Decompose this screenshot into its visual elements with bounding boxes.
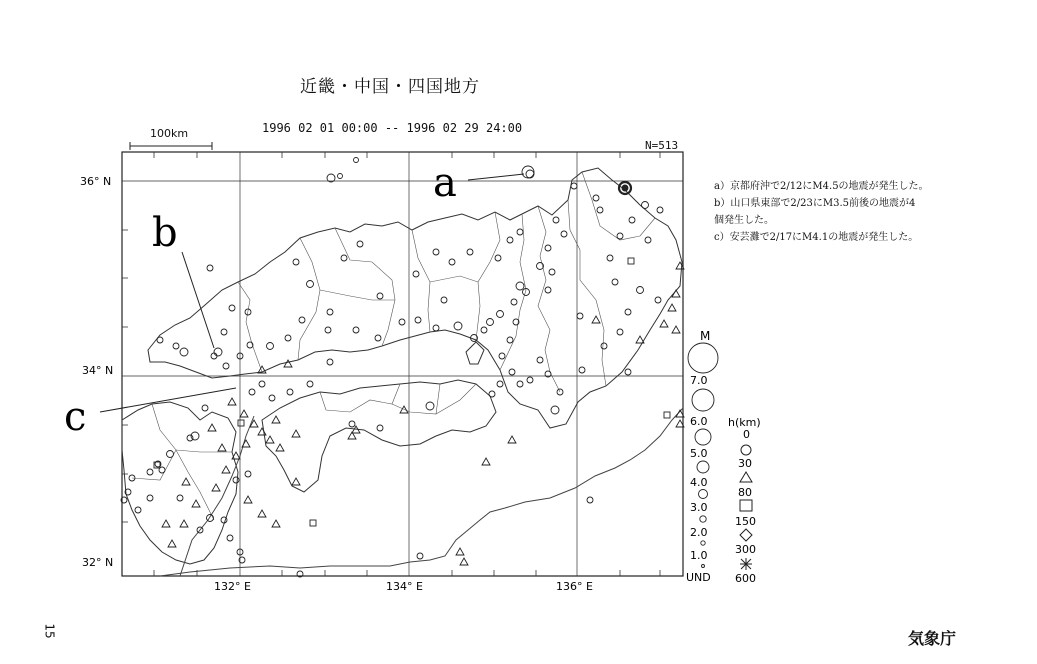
marker-b: b <box>152 210 178 256</box>
mag-symbol-4 <box>697 461 709 473</box>
awaji-coastline <box>466 342 484 364</box>
note-b-continued: 個発生した。 <box>714 215 774 226</box>
mag-label: 5.0 <box>690 447 708 460</box>
depth-label: 600 <box>735 572 756 585</box>
epicenter-squares <box>154 258 670 526</box>
marker-a: a <box>433 160 457 206</box>
depth-symbol-square <box>740 500 752 511</box>
mag-label: 4.0 <box>690 476 708 489</box>
magnitude-legend <box>686 329 718 584</box>
scale-bar-label: 100km <box>150 127 189 140</box>
depth-symbol-asterisk <box>740 558 752 570</box>
event-notes <box>714 178 964 246</box>
lat-label-36: 36° N <box>80 175 112 188</box>
page-number: 15 <box>42 623 57 639</box>
mag-symbol-6 <box>692 389 714 411</box>
frame-ticks <box>122 152 660 576</box>
mag-label: UND <box>686 571 711 584</box>
magnitude-legend-title: M <box>700 329 711 343</box>
marker-a-leader <box>468 174 524 180</box>
depth-legend-title: h(km) <box>728 416 761 429</box>
map-frame <box>122 152 683 576</box>
depth-label: 300 <box>735 543 756 556</box>
note-a: a）京都府沖で2/12にM4.5の地震が発生した。 <box>714 181 929 192</box>
mag-symbol-1 <box>701 541 705 545</box>
depth-label: 0 <box>743 428 750 441</box>
note-c: c）安芸灘で2/17にM4.1の地震が発生した。 <box>714 232 919 243</box>
marker-c: c <box>64 394 87 440</box>
period-label: 1996 02 01 00:00 -- 1996 02 29 24:00 <box>262 121 523 135</box>
graticule <box>122 152 683 576</box>
depth-symbol-triangle <box>740 472 752 482</box>
mag-symbol-3 <box>699 490 708 499</box>
shikoku-coastline <box>262 380 496 492</box>
mag-label: 6.0 <box>690 415 708 428</box>
mag-label: 3.0 <box>690 501 708 514</box>
mag-label: 2.0 <box>690 526 708 539</box>
mag-symbol-5 <box>695 429 711 445</box>
lat-label-32: 32° N <box>82 556 114 569</box>
mag-symbol-und <box>702 565 705 568</box>
map-title: 近畿・中国・四国地方 <box>300 77 480 97</box>
depth-label: 150 <box>735 515 756 528</box>
kyushu-coastline <box>122 402 238 564</box>
marker-c-leader <box>100 388 236 412</box>
depth-legend <box>728 416 761 585</box>
prefecture-boundaries <box>132 172 655 520</box>
depth-symbol-diamond <box>740 529 752 541</box>
note-b: b）山口県東部で2/23にM3.5前後の地震が4 <box>714 198 916 209</box>
mag-label: 7.0 <box>690 374 708 387</box>
mag-label: 1.0 <box>690 549 708 562</box>
epicenter-circles <box>121 158 663 578</box>
lat-label-34: 34° N <box>82 364 114 377</box>
depth-label: 30 <box>738 457 752 470</box>
marker-b-leader <box>182 252 214 348</box>
mag-symbol-7 <box>688 343 718 373</box>
agency-name: 気象庁 <box>908 629 957 648</box>
lon-label-134: 134° E <box>386 580 423 593</box>
mag-symbol-2 <box>700 516 706 522</box>
trough-line <box>160 408 683 576</box>
lon-label-132: 132° E <box>214 580 251 593</box>
event-count: N=513 <box>645 139 679 152</box>
depth-label: 80 <box>738 486 752 499</box>
depth-symbol-circle <box>741 445 751 455</box>
lon-label-136: 136° E <box>556 580 593 593</box>
